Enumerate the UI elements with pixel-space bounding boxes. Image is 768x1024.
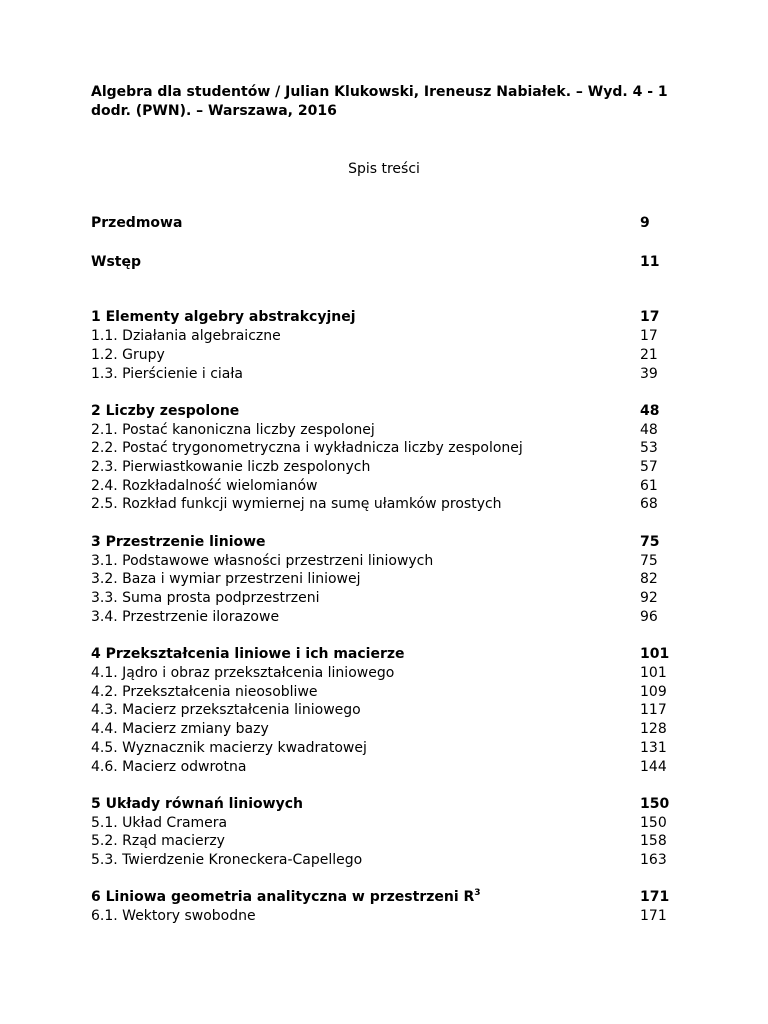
toc-entry-label: 4.6. Macierz odwrotna xyxy=(91,759,247,775)
toc-entry-label: 4.2. Przekształcenia nieosobliwe xyxy=(91,684,318,700)
toc-section-2-2[interactable] xyxy=(91,439,691,458)
toc-chapter-6[interactable] xyxy=(91,888,691,907)
toc-entry-page: 17 xyxy=(640,309,660,325)
toc-entry-label: 6 Liniowa geometria analityczna w przestrzeni R xyxy=(91,889,475,905)
toc-section-1-1[interactable] xyxy=(91,327,691,346)
toc-entry-label: 3.4. Przestrzenie ilorazowe xyxy=(91,609,280,625)
toc-entry-label: 4.5. Wyznacznik macierzy kwadratowej xyxy=(91,740,367,756)
toc-entry-page: 101 xyxy=(640,665,667,681)
toc-entry-page: 75 xyxy=(640,534,660,550)
toc-section-6-1[interactable] xyxy=(91,907,691,926)
toc-chapter-3[interactable] xyxy=(91,533,691,552)
toc-section-3-2[interactable] xyxy=(91,570,691,589)
toc-entry-page: 11 xyxy=(640,254,660,270)
toc-entry-page: 131 xyxy=(640,740,667,756)
toc-entry-label: 2.5. Rozkład funkcji wymiernej na sumę ułamków prostych xyxy=(91,496,502,512)
toc-section-2-4[interactable] xyxy=(91,477,691,496)
toc-section-2-1[interactable] xyxy=(91,421,691,440)
toc-entry-page: 21 xyxy=(640,347,658,363)
toc-entry-label: 6.1. Wektory swobodne xyxy=(91,908,256,924)
toc-section-1-3[interactable] xyxy=(91,365,691,384)
toc-entry-page: 48 xyxy=(640,403,660,419)
toc-entry-page: 61 xyxy=(640,478,658,494)
toc-section-3-1[interactable] xyxy=(91,552,691,571)
toc-entry-page: 68 xyxy=(640,496,658,512)
toc-entry-page: 75 xyxy=(640,553,658,569)
toc-entry-label: 5.1. Układ Cramera xyxy=(91,815,228,831)
toc-entry-page: 128 xyxy=(640,721,667,737)
toc-entry-introduction[interactable] xyxy=(91,253,691,272)
toc-section-4-3[interactable] xyxy=(91,701,691,720)
toc-entry-page: 9 xyxy=(640,215,650,231)
toc-entry-label: Przedmowa xyxy=(91,215,183,231)
toc-entry-label: 3.1. Podstawowe własności przestrzeni liniowych xyxy=(91,553,434,569)
toc-entry-page: 39 xyxy=(640,366,658,382)
toc-entry-label: 4.3. Macierz przekształcenia liniowego xyxy=(91,702,361,718)
toc-entry-page: 17 xyxy=(640,328,658,344)
toc-entry-preface[interactable] xyxy=(91,214,691,233)
toc-entry-label: 2.4. Rozkładalność wielomianów xyxy=(91,478,318,494)
toc-chapter-1[interactable] xyxy=(91,308,691,327)
toc-entry-label: 5.2. Rząd macierzy xyxy=(91,833,225,849)
toc-entry-label: Wstęp xyxy=(91,254,141,270)
toc-entry-label: 2.3. Pierwiastkowanie liczb zespolonych xyxy=(91,459,371,475)
toc-entry-page: 150 xyxy=(640,796,670,812)
toc-chapter-2[interactable] xyxy=(91,402,691,421)
toc-section-1-2[interactable] xyxy=(91,346,691,365)
toc-entry-page: 48 xyxy=(640,422,658,438)
toc-entry-page: 163 xyxy=(640,852,667,868)
toc-entry-page: 53 xyxy=(640,440,658,456)
toc-entry-label: 5.3. Twierdzenie Kroneckera-Capellego xyxy=(91,852,363,868)
toc-entry-page: 117 xyxy=(640,702,667,718)
toc-entry-label: 5 Układy równań liniowych xyxy=(91,796,303,812)
toc-entry-label-with-superscript xyxy=(91,888,481,907)
toc-entry-label: 4.4. Macierz zmiany bazy xyxy=(91,721,269,737)
toc-entry-page: 57 xyxy=(640,459,658,475)
toc-entry-label: 4 Przekształcenia liniowe i ich macierze xyxy=(91,646,405,662)
toc-entry-label: 1 Elementy algebry abstrakcyjnej xyxy=(91,309,356,325)
toc-entry-page: 144 xyxy=(640,759,667,775)
toc-entry-label: 2.1. Postać kanoniczna liczby zespolonej xyxy=(91,422,375,438)
toc-section-2-3[interactable] xyxy=(91,458,691,477)
toc-entry-label: 4.1. Jądro i obraz przekształcenia liniowego xyxy=(91,665,395,681)
toc-entry-page: 92 xyxy=(640,590,658,606)
toc-section-4-1[interactable] xyxy=(91,664,691,683)
toc-section-4-4[interactable] xyxy=(91,720,691,739)
toc-section-4-5[interactable] xyxy=(91,739,691,758)
toc-section-4-6[interactable] xyxy=(91,758,691,777)
toc-entry-page: 150 xyxy=(640,815,667,831)
toc-chapter-4[interactable] xyxy=(91,645,691,664)
toc-entry-page: 96 xyxy=(640,609,658,625)
toc-entry-page: 171 xyxy=(640,889,670,905)
toc-chapter-5[interactable] xyxy=(91,795,691,814)
toc-entry-label: 1.3. Pierścienie i ciała xyxy=(91,366,243,382)
toc-entry-label: 2 Liczby zespolone xyxy=(91,403,240,419)
toc-entry-label: 1.1. Działania algebraiczne xyxy=(91,328,281,344)
toc-title: Spis treści xyxy=(348,161,420,177)
book-citation: Algebra dla studentów / Julian Klukowski, Ireneusz Nabiałek. – Wyd. 4 - 1 dodr. (PWN). – Warszawa, 2016 xyxy=(91,84,668,119)
toc-section-2-5[interactable] xyxy=(91,495,691,514)
toc-entry-page: 101 xyxy=(640,646,670,662)
toc-entry-label: 2.2. Postać trygonometryczna i wykładnicza liczby zespolonej xyxy=(91,440,523,456)
toc-entry-page: 82 xyxy=(640,571,658,587)
toc-entry-page: 109 xyxy=(640,684,667,700)
toc-section-3-4[interactable] xyxy=(91,608,691,627)
toc-section-4-2[interactable] xyxy=(91,683,691,702)
toc-entry-label: 3.2. Baza i wymiar przestrzeni liniowej xyxy=(91,571,361,587)
toc-entry-label: 3.3. Suma prosta podprzestrzeni xyxy=(91,590,320,606)
toc-entry-page: 158 xyxy=(640,833,667,849)
toc-section-3-3[interactable] xyxy=(91,589,691,608)
toc-entry-label: 3 Przestrzenie liniowe xyxy=(91,534,266,550)
toc-section-5-1[interactable] xyxy=(91,814,691,833)
toc-entry-page: 171 xyxy=(640,908,667,924)
toc-section-5-3[interactable] xyxy=(91,851,691,870)
toc-entry-label: 1.2. Grupy xyxy=(91,347,165,363)
superscript: 3 xyxy=(474,888,481,898)
toc-section-5-2[interactable] xyxy=(91,832,691,851)
